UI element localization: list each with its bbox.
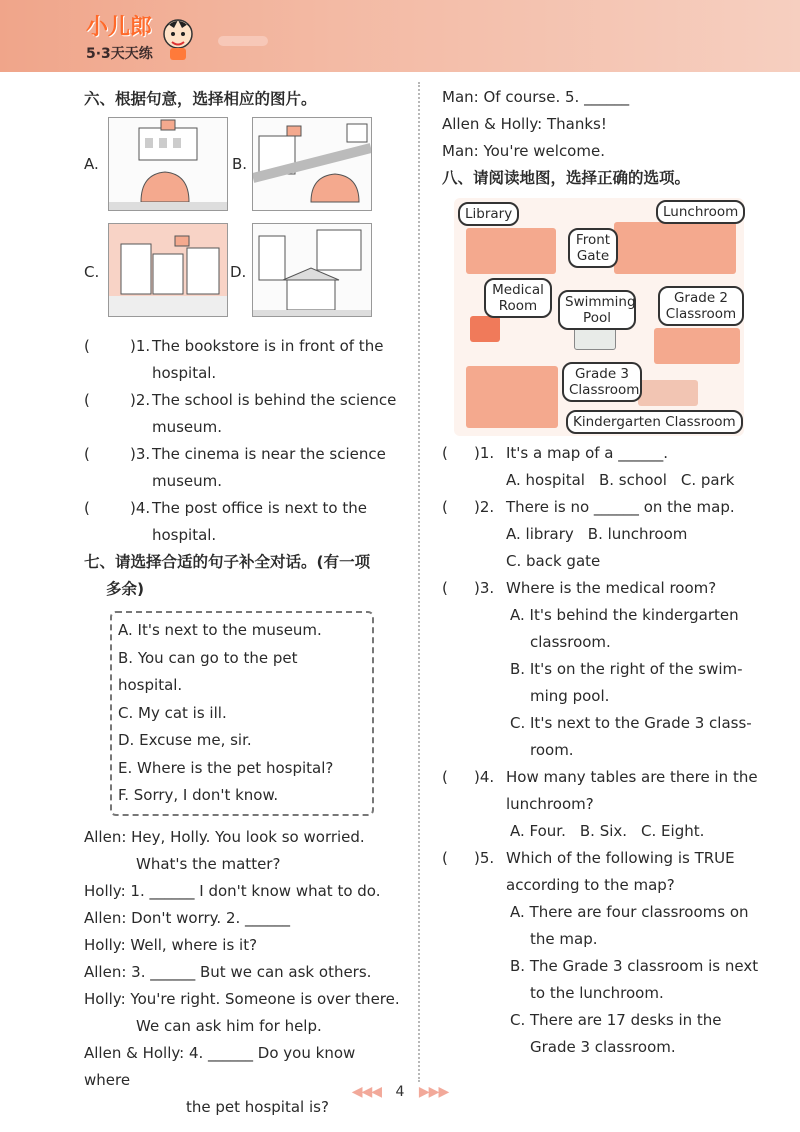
s8-question-5[interactable]: ( )5. Which of the following is TRUE according to the map? A. There are four classrooms on the map. B. The Grade 3 classroom is next to the lunchroom. C. There are 17 desks in the Grade 3 classroom.	[442, 845, 762, 1061]
column-divider	[418, 82, 420, 1082]
s8-q1-options	[506, 467, 762, 494]
pic-label-c: C.	[84, 263, 100, 281]
map-label-grade2: Grade 2 Classroom	[658, 286, 744, 326]
medical-cross-icon	[470, 316, 500, 342]
pic-label-b: B.	[232, 155, 248, 173]
option[interactable]: B. lunchroom	[587, 525, 688, 543]
question-cont: according to the map?	[506, 876, 675, 894]
option[interactable]: B. The Grade 3 classroom is next	[510, 957, 759, 975]
page-number: 4	[395, 1084, 405, 1100]
section7-title: 七、请选择合适的句子补全对话。(有一项	[84, 553, 371, 571]
brand-top: 小儿郎	[86, 15, 153, 40]
option[interactable]: A. library	[506, 525, 574, 543]
option[interactable]: A. It's behind the kindergarten	[510, 606, 739, 624]
map-label-kindergarten: Kindergarten Classroom	[566, 410, 743, 434]
map-label-swimming-pool: Swimming Pool	[558, 290, 636, 330]
prev-arrows-icon: ◀◀◀	[351, 1084, 382, 1100]
option-cont: to the lunchroom.	[530, 984, 664, 1002]
school-cinema-icon	[109, 118, 227, 210]
next-arrows-icon: ▶▶▶	[418, 1084, 449, 1100]
brand-bottom: 5·3天天练	[86, 46, 153, 62]
map-label-library: Library	[458, 202, 519, 226]
option[interactable]: A. hospital	[506, 471, 585, 489]
option[interactable]: C. It's next to the Grade 3 class-	[510, 714, 752, 732]
map-label-medical-room: Medical Room	[484, 278, 552, 318]
option[interactable]: C. Eight.	[641, 822, 705, 840]
picture-c	[108, 223, 228, 317]
picture-b	[252, 117, 372, 211]
picture-grid	[84, 117, 404, 327]
picture-d	[252, 223, 372, 317]
dialogue-line: Man: You're welcome.	[442, 142, 605, 160]
option[interactable]: C. park	[680, 471, 735, 489]
library-block	[466, 228, 556, 274]
s6-question-3[interactable]: ( )3. The cinema is near the science museum.	[84, 445, 386, 490]
s6-question-1[interactable]: ( )1. The bookstore is in front of the hospital.	[84, 337, 384, 382]
lunchroom-block	[614, 222, 736, 274]
grade2-block	[654, 328, 740, 364]
picture-a	[108, 117, 228, 211]
s8-question-3[interactable]: ( )3. Where is the medical room? A. It's behind the kindergarten classroom. B. It's on the right of the swim- ming pool. C. It's next to the Grade 3 class- room.	[442, 575, 762, 764]
option[interactable]: C. There are 17 desks in the	[510, 1011, 722, 1029]
section8-title: 八、请阅读地图，选择正确的选项。	[442, 169, 691, 187]
dialogue-line: Allen: 3. ______ But we can ask others.	[84, 962, 372, 981]
pic-label-a: A.	[84, 155, 99, 173]
map-label-front-gate: Front Gate	[568, 228, 618, 268]
s8-question-1[interactable]: ( )1. It's a map of a ______. A. hospital B. school C. park	[442, 440, 762, 494]
option-b: B. You can go to the pet hospital.	[118, 648, 298, 694]
bookstore-hospital-icon	[253, 224, 371, 316]
school-map	[454, 198, 744, 436]
s8-question-2[interactable]: ( )2. There is no ______ on the map. A. library B. lunchroom C. back gate	[442, 494, 762, 575]
section7-title-cont: 多余)	[106, 580, 145, 598]
option-cont: classroom.	[530, 633, 611, 651]
right-column	[442, 84, 762, 1061]
dialogue	[84, 824, 404, 1121]
mascot-icon	[158, 12, 198, 62]
page-footer	[0, 1084, 800, 1100]
option-f: F. Sorry, I don't know.	[118, 786, 279, 804]
option-cont: ming pool.	[530, 687, 610, 705]
map-label-lunchroom: Lunchroom	[656, 200, 745, 224]
grade3-block	[466, 366, 558, 428]
s6-question-4[interactable]: ( )4. The post office is next to the hospital.	[84, 499, 367, 544]
hospital-museum-icon	[253, 118, 371, 210]
dialogue-line: Allen & Holly: Thanks!	[442, 115, 607, 133]
question-cont: lunchroom?	[506, 795, 594, 813]
s8-q3-options	[506, 602, 762, 764]
option[interactable]: B. Six.	[579, 822, 628, 840]
option-cont: Grade 3 classroom.	[530, 1038, 676, 1056]
s6-question-2[interactable]: ( )2. The school is behind the science museum.	[84, 391, 397, 436]
header-decoration	[218, 36, 268, 46]
dialogue-line: Holly: You're right. Someone is over there.	[84, 989, 400, 1008]
option-c: C. My cat is ill.	[118, 703, 227, 722]
kindergarten-block	[638, 380, 698, 406]
option[interactable]: B. school	[598, 471, 667, 489]
dialogue-line: Holly: 1. ______ I don't know what to do.	[84, 881, 381, 900]
brand-logo	[86, 10, 153, 63]
post-office-hospital-icon	[109, 224, 227, 316]
option[interactable]: A. There are four classrooms on	[510, 903, 749, 921]
option-cont: the map.	[530, 930, 598, 948]
option[interactable]: B. It's on the right of the swim-	[510, 660, 743, 678]
section6-title: 六、根据句意，选择相应的图片。	[84, 90, 317, 108]
page-header	[0, 0, 800, 72]
option-cont: room.	[530, 741, 574, 759]
dialogue-line-cont: We can ask him for help.	[136, 1016, 322, 1035]
s8-q2-options	[506, 521, 762, 548]
option-d: D. Excuse me, sir.	[118, 731, 252, 749]
dialogue-line: Holly: Well, where is it?	[84, 935, 258, 954]
s8-q4-options	[506, 818, 762, 845]
s8-q5-options	[506, 899, 762, 1061]
pic-label-d: D.	[230, 263, 247, 281]
dialogue-line-cont: What's the matter?	[136, 854, 281, 873]
s8-question-4[interactable]: ( )4. How many tables are there in the lunchroom? A. Four. B. Six. C. Eight.	[442, 764, 762, 845]
option-e: E. Where is the pet hospital?	[118, 758, 334, 777]
dialogue-line: Man: Of course. 5. ______	[442, 88, 630, 106]
dialogue-line-cont: the pet hospital is?	[186, 1097, 329, 1116]
left-column	[84, 86, 404, 1121]
option[interactable]: A. Four.	[510, 822, 566, 840]
dialogue-line: Allen: Don't worry. 2. ______	[84, 908, 291, 927]
options-box	[110, 611, 374, 816]
dialogue-line: Allen & Holly: 4. ______ Do you know where	[84, 1043, 356, 1089]
option-a: A. It's next to the museum.	[118, 621, 322, 639]
map-label-grade3: Grade 3 Classroom	[562, 362, 642, 402]
option[interactable]: C. back gate	[506, 552, 601, 570]
dialogue-line: Allen: Hey, Holly. You look so worried.	[84, 827, 365, 846]
